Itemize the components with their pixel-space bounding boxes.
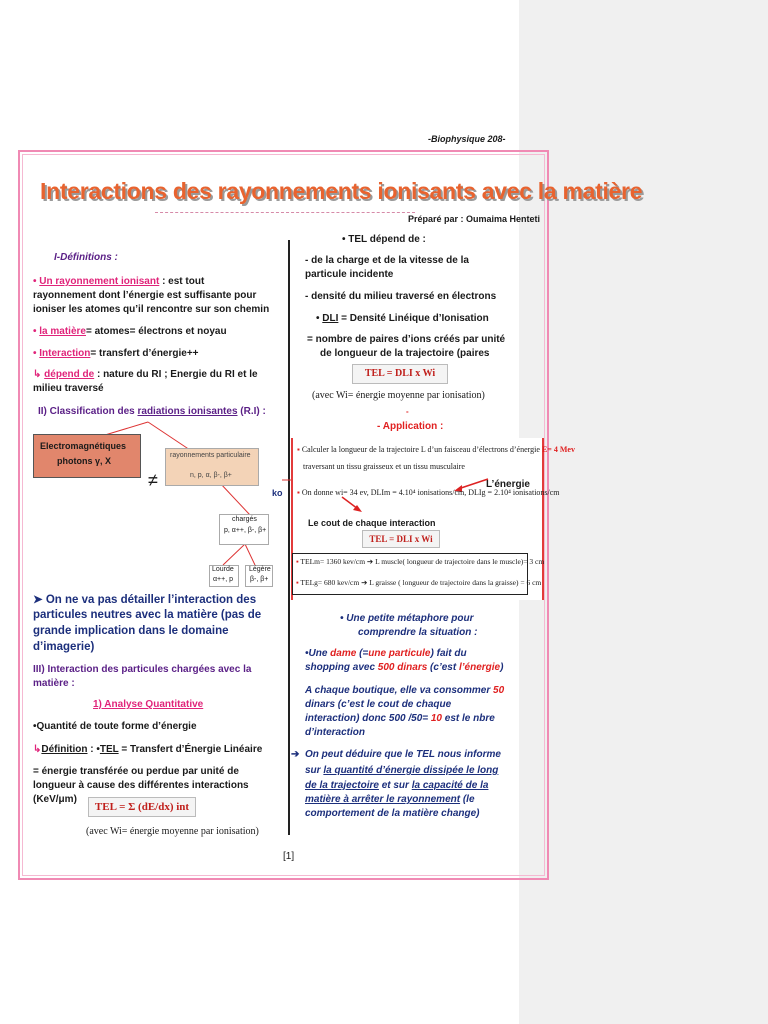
p1-d: shopping avec [305, 662, 378, 673]
dash: - [406, 407, 409, 416]
title-underline [155, 212, 415, 213]
p1-particle: une particule [368, 648, 431, 659]
app-right-bar [542, 438, 544, 600]
app-energy: E= 4 Mev [541, 445, 575, 454]
dli-desc-line2: de longueur de la trajectoire (paires [320, 348, 490, 359]
classification-heading [38, 405, 266, 419]
app-result2: ▪ TELg= 680 kev/cm ➔ L graisse ( longueur de trajectoire dans la graisse) = 6 cm [296, 578, 542, 587]
classification-term: radiations ionisantes [137, 406, 238, 417]
p3-d: et sur [378, 780, 412, 791]
p3-c: de la trajectoire [305, 780, 379, 791]
p1-e: (c’est [427, 662, 459, 673]
charged-title: chargés [232, 516, 257, 523]
p3-b: sur [305, 765, 324, 776]
dep1-line2: particule incidente [305, 269, 394, 280]
metaphor-p2-line2: dinars (c’est le cout de chaque [305, 699, 452, 710]
app-result2-text: TELg= 680 kev/cm ➔ L graisse ( longueur de trajectoire dans la graisse) = 6 cm [300, 578, 542, 587]
def4-term: dépend de [44, 369, 95, 380]
metaphor-p2-line1 [305, 684, 504, 698]
em-line1: Electromagnétiques [40, 441, 127, 451]
tel-desc-line3: (KeV/μm) [33, 794, 77, 805]
tel-def-text: = Transfert d’Énergie Linéaire [118, 744, 263, 755]
dli-tel-formula: TEL = DLI x Wi [352, 364, 448, 384]
tel-desc-line1: = énergie transférée ou perdue par unité de [33, 766, 239, 777]
def1-line1: : est tout [159, 276, 205, 287]
course-header: -Biophysique 208- [428, 134, 506, 144]
def-ionizing-radiation: • Un rayonnement ionisant : est tout [33, 276, 205, 287]
def-interaction: • Interaction= transfert d’énergie++ [33, 348, 199, 359]
dli-prefix: • [316, 313, 323, 324]
p1-dame: dame [330, 648, 357, 659]
def3-text: = transfert d’énergie++ [90, 348, 199, 359]
neutral-line1: ➤ On ne va pas détailler l’interaction des [33, 594, 257, 606]
dli-abbr: DLI [322, 313, 339, 324]
light-list: β-, β+ [250, 576, 269, 583]
cost-arrow-icon [338, 495, 368, 515]
tel-desc-line2: longueur à cause des différentes interactions [33, 780, 249, 791]
metaphor-line2: comprendre la situation : [358, 627, 478, 638]
left-wi-note: (avec Wi= énergie moyenne par ionisation) [86, 826, 259, 837]
metaphor-p3-line5: comportement de la matière change) [305, 808, 480, 819]
quantity-line: •Quantité de toute forme d’énergie [33, 721, 197, 732]
section3-line1: III) Interaction des particules chargées avec la [33, 664, 252, 675]
metaphor-p2-line3 [305, 712, 495, 726]
def1-line3: ioniser les atomes qu’il rencontre sur son chemin [33, 304, 270, 315]
p1-a: •Une [305, 648, 331, 659]
dli-line [316, 312, 489, 326]
def1-line2: rayonnement dont l’énergie est suffisante pour [33, 290, 257, 301]
app-result1: ▪ TELm= 1360 kev/cm ➔ L muscle( longueur de trajectoire dans le muscle)= 3 cm [296, 557, 545, 566]
heavy-title: Lourde [212, 566, 234, 573]
def-depends: ↳ dépend de : nature du RI ; Energie du RI et le [33, 369, 258, 380]
dep1-line1: - de la charge et de la vitesse de la [305, 255, 469, 266]
neutral-line3: grande implication dans le domaine [33, 625, 229, 637]
dli-desc-line1: = nombre de paires d’ions créés par unité [307, 334, 506, 345]
app-line2: traversant un tissu graisseux et un tissu musculaire [303, 462, 465, 471]
def1-term: Un rayonnement ionisant [39, 276, 160, 287]
neutral-line4: d’imagerie) [33, 641, 95, 653]
tel-sum-formula: TEL = Σ (dE/dx) int [88, 797, 196, 817]
p2-a: A chaque boutique, elle va consommer [305, 685, 494, 696]
app-line3: ▪ On donne wi= 34 ev, DLIm = 4.10⁴ ionisations/cm, DLIg = 2.10⁴ ionisations/cm [297, 488, 560, 497]
em-line2: photons γ, X [57, 456, 111, 466]
metaphor-p1-line2 [305, 661, 503, 675]
analysis-heading: 1) Analyse Quantitative [93, 699, 204, 710]
p1-c: ) fait du [430, 648, 467, 659]
page-number: [1] [283, 851, 295, 862]
p3-e: la capacité de la [411, 780, 489, 791]
ko-label: ko [272, 488, 283, 498]
right-wi-note: (avec Wi= énergie moyenne par ionisation) [312, 390, 485, 401]
p1-dinars: 500 dinars [377, 662, 428, 673]
tel-depends-heading: • TEL dépend de : [342, 234, 426, 245]
p3-arrow-icon: ➔ [291, 749, 300, 760]
light-title: Légère [249, 566, 271, 573]
app-line1-text: Calculer la longueur de la trajectoire L d’un faisceau d’électrons d’énergie [301, 445, 540, 454]
app-formula: TEL = DLI x Wi [362, 530, 440, 548]
document-title: Interactions des rayonnements ionisants avec la matière [40, 178, 643, 204]
p2-50: 50 [493, 685, 505, 696]
p3-g: (le [460, 794, 475, 805]
p1-f: ) [500, 662, 504, 673]
tel-def-mid: : • [87, 744, 100, 755]
metaphor-p3-line1: On peut déduire que le TEL nous informe [305, 749, 501, 760]
right-gray-margin [519, 0, 768, 1024]
tel-def-term: Définition [41, 744, 88, 755]
tel-definition: ↳Définition : •TEL = Transfert d’Énergie Linéaire [33, 744, 263, 755]
charged-list: p, α++, β-, β+ [224, 527, 267, 534]
dep2-line: - densité du milieu traversé en électrons [305, 291, 497, 302]
p1-b: (= [356, 648, 369, 659]
metaphor-line1: • Une petite métaphore pour [340, 613, 474, 624]
metaphor-p2-line4: d’interaction [305, 727, 366, 738]
application-heading: - Application : [377, 421, 444, 432]
p2-c: interaction) donc 500 /50= [305, 713, 431, 724]
prepared-by: Préparé par : Oumaima Henteti [408, 214, 541, 224]
p3-q: la quantité d’énergie dissipée le long [323, 765, 499, 776]
metaphor-p3-line2 [305, 764, 498, 778]
classification-suffix: (R.I) : [237, 406, 266, 417]
p3-f: matière à arrêter le rayonnement [305, 794, 461, 805]
particles-title: rayonnements particulaire [170, 452, 251, 459]
app-line3-text: On donne wi= 34 ev, DLIm = 4.10⁴ ionisations/cm, DLIg = 2.10⁴ ionisations/cm [301, 488, 560, 497]
metaphor-p3-line4 [305, 793, 475, 807]
particles-list: n, p, α, β-, β+ [190, 472, 232, 479]
def4-line2: milieu traversé [33, 383, 104, 394]
heavy-list: α++, p [213, 576, 234, 583]
def2-text: = atomes= électrons et noyau [85, 326, 227, 337]
classification-prefix: II) Classification des [38, 406, 138, 417]
p2-10: 10 [430, 713, 442, 724]
dli-text: = Densité Linéique d’Ionisation [338, 313, 489, 324]
section3-line2: matière : [33, 678, 75, 689]
definitions-heading: I-Définitions : [54, 252, 118, 263]
neutral-line2: particules neutres avec la matière (pas de [33, 609, 262, 621]
def-matter: • la matière= atomes= électrons et noyau [33, 326, 227, 337]
metaphor-p1-line1 [305, 647, 467, 661]
def2-term: la matière [39, 326, 86, 337]
p2-d: est le nbre [442, 713, 495, 724]
metaphor-p3-line3 [305, 779, 488, 793]
p1-energy: l’énergie [458, 662, 501, 673]
def3-term: Interaction [39, 348, 91, 359]
app-cost-label: Le cout de chaque interaction [308, 518, 436, 528]
app-line1: ▪ Calculer la longueur de la trajectoire L d’un faisceau d’électrons d’énergie E= 4 Mev [297, 445, 575, 454]
app-energy-label: L’énergie [486, 479, 530, 490]
tel-abbr: TEL [99, 744, 119, 755]
app-result1-text: TELm= 1360 kev/cm ➔ L muscle( longueur de trajectoire dans le muscle)= 3 cm [300, 557, 545, 566]
not-equal-sign: ≠ [148, 470, 158, 490]
def4-line1: : nature du RI ; Energie du RI et le [94, 369, 258, 380]
